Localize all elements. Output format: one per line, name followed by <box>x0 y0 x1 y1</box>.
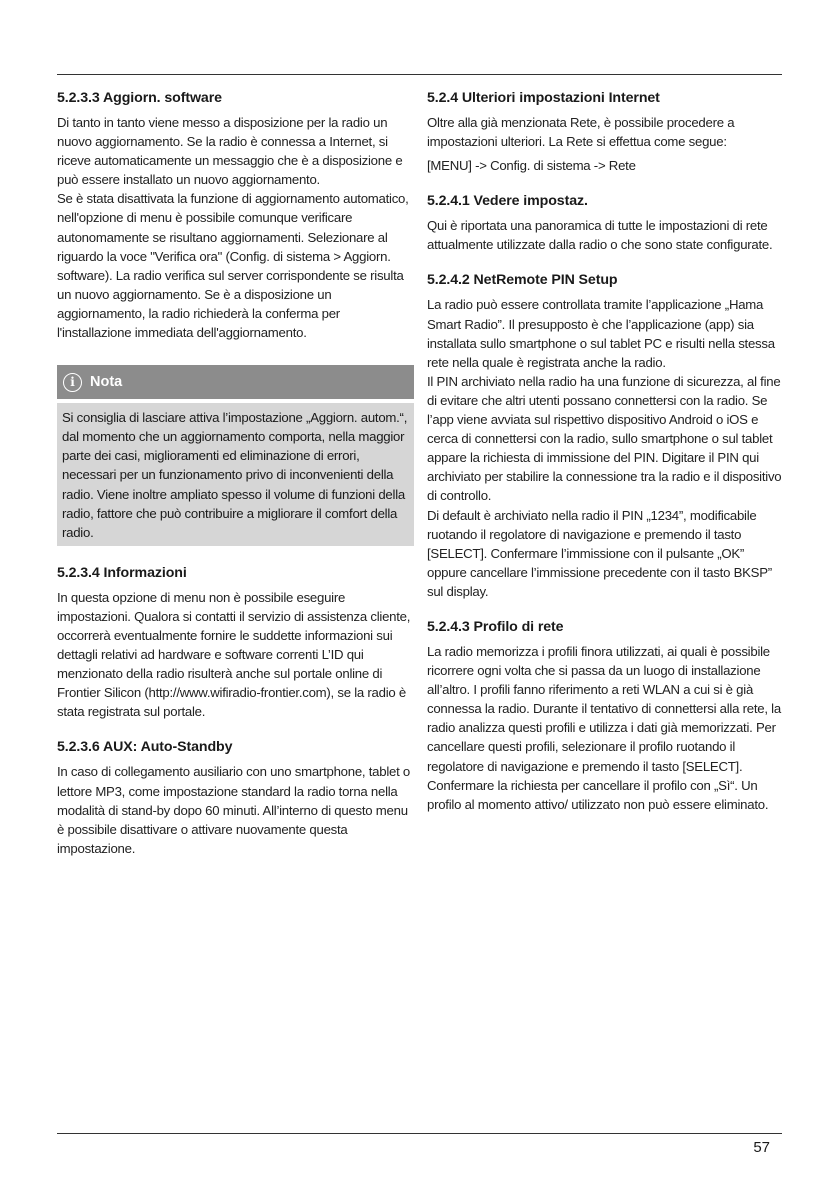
note-text: Si consiglia di lasciare attiva l’impostazione „Aggiorn. autom.“, dal momento che un aggiornamento comporta, nella maggior parte dei casi, miglioramenti ed eliminazione di errori, necessari per un funzionamento privo di inconvenienti della radio. Viene inoltre ampliato spesso il volume di funzioni della radio, fattore che può contribuire a migliorare il comfort della radio. <box>62 410 408 540</box>
note-box <box>57 365 414 546</box>
paragraph: Il PIN archiviato nella radio ha una funzione di sicurezza, al fine di evitare che altri utenti possano connettersi con la radio. Se l’app viene avviata sul rispettivo dispositivo Android o iOS e cerca di connettersi con la radio, sullo smartphone o sul tablet appare la richiesta di immissione del PIN. Digitare il PIN qui archiviato per stabilire la connessione tra la radio e il dispositivo di controllo. <box>427 373 782 504</box>
paragraph: La radio memorizza i profili finora utilizzati, ai quali è possibile ricorrere ogni volta che si passa da un luogo di installazione all’altro. I profili fanno riferimento a reti WLAN a cui si è già connessa la radio. Durante il tentativo di connettersi alla rete, la radio analizza questi profili e utilizza i dati già memorizzati. Per cancellare questi profili, selezionare il profilo ruotando il regolatore di navigazione e premendo il tasto [SELECT]. Confermare la richiesta per cancellare il profilo con „Sì“. Un profilo al momento attivo/ utilizzato non può essere eliminato. <box>427 643 781 812</box>
section-view-settings <box>427 191 784 254</box>
section-heading: 5.2.3.3 Aggiorn. software <box>57 90 222 106</box>
info-icon: i <box>63 373 82 392</box>
menu-path: [MENU] -> Config. di sistema -> Rete <box>427 158 636 174</box>
section-aux-standby <box>57 737 414 857</box>
section-netremote-pin <box>427 270 784 601</box>
section-heading: 5.2.4 Ulteriori impostazioni Internet <box>427 90 660 106</box>
paragraph: In questa opzione di menu non è possibile eseguire impostazioni. Qualora si contatti il servizio di assistenza cliente, occorrerà eventualmente fornire le suddette informazioni sui dettagli relativi ad hardware e software correnti L’ID qui menzionato della radio risulterà anche sul portale online di Frontier Silicon (http://www.wifiradio-frontier.com), se la radio è stata registrata sul portale. <box>57 589 411 720</box>
paragraph: Qui è riportata una panoramica di tutte le impostazioni di rete attualmente utilizzate dalla radio o che sono state configurate. <box>427 218 773 253</box>
paragraph: Se è stata disattivata la funzione di aggiornamento automatico, nell'opzione di menu è possibile comunque verificare autonomamente se risultano aggiornamenti. Selezionare al riguardo la voce "Verifica ora" (Config. di sistema > Aggiorn. software). La radio verifica sul server corrispondente se risulta un nuovo aggiornamento. Se è a disposizione un aggiornamento, la radio richiederà la conferma per l'installazione immediata dell'aggiornamento. <box>57 191 409 341</box>
section-network-profile <box>427 617 784 814</box>
page-number: 57 <box>753 1139 770 1156</box>
section-information <box>57 563 414 722</box>
paragraph: La radio può essere controllata tramite l’applicazione „Hama Smart Radio”. Il presupposto è che l’applicazione (app) sia installata sullo smartphone o sul tablet PC e risulti nella stessa rete nella quale è registrata anche la radio. <box>427 297 775 370</box>
paragraph: In caso di collegamento ausiliario con uno smartphone, tablet o lettore MP3, come impostazione standard la radio torna nella modalità di stand-by dopo 60 minuti. All’interno di questo menu è possibile disattivare o attivare nuovamente questa impostazione. <box>57 764 410 856</box>
section-internet-settings <box>427 88 784 175</box>
note-title: Nota <box>90 374 123 391</box>
paragraph: Di tanto in tanto viene messo a disposizione per la radio un nuovo aggiornamento. Se la radio è connessa a Internet, si riceve automaticamente un messaggio che è a disposizione e può essere installato un nuovo aggiornamento. <box>57 115 403 188</box>
note-header <box>57 365 414 399</box>
right-column <box>427 88 784 830</box>
paragraph: Oltre alla già menzionata Rete, è possibile procedere a impostazioni ulteriori. La Rete si effettua come segue: <box>427 115 735 150</box>
section-heading: 5.2.4.2 NetRemote PIN Setup <box>427 272 618 289</box>
bottom-rule <box>57 1133 782 1134</box>
section-heading: 5.2.3.6 AUX: Auto-Standby <box>57 739 233 756</box>
section-software-update <box>57 88 414 342</box>
section-heading: 5.2.4.1 Vedere impostaz. <box>427 193 588 210</box>
left-column <box>57 88 414 874</box>
section-heading: 5.2.3.4 Informazioni <box>57 564 187 581</box>
paragraph: Di default è archiviato nella radio il PIN „1234”, modificabile ruotando il regolatore di navigazione e premendo il tasto [SELECT]. Confermare l’immissione con il pulsante „OK” oppure cancellare l’immissione precedente con il tasto BKSP” sul display. <box>427 507 772 599</box>
section-heading: 5.2.4.3 Profilo di rete <box>427 618 564 635</box>
note-body <box>57 403 414 546</box>
top-rule <box>57 74 782 75</box>
